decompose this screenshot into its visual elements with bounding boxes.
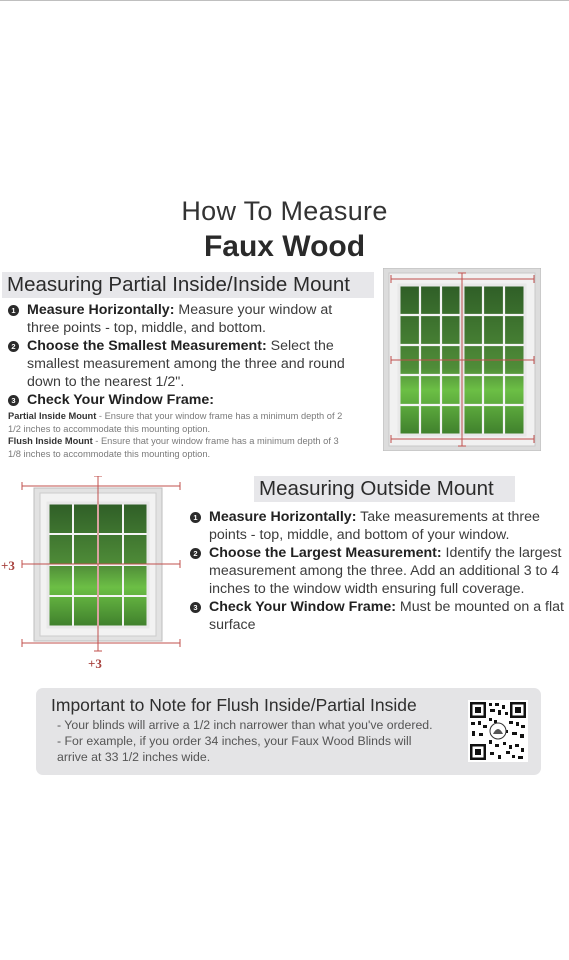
- note-line: - Your blinds will arrive a 1/2 inch narrower than what you've ordered.: [57, 718, 433, 732]
- step-text: Select the smallest measurement among the three and round down to the nearest 1/2".: [27, 338, 345, 390]
- bottom-extension-label: +3: [88, 656, 102, 671]
- step-label: Measure Horizontally:: [209, 509, 357, 525]
- step-number-icon: 3: [190, 602, 201, 613]
- note-line: arrive at 33 1/2 inches wide.: [57, 750, 211, 764]
- step-label: Measure Horizontally:: [27, 302, 175, 318]
- note-line: - For example, if you order 34 inches, your Faux Wood Blinds will: [57, 734, 412, 748]
- step-text: Must be mounted on a flat surface: [209, 599, 564, 633]
- inside-mount-window-image: [383, 268, 541, 451]
- note-title: Important to Note for Flush Inside/Partial Inside: [51, 695, 417, 715]
- inside-mount-heading: Measuring Partial Inside/Inside Mount: [2, 272, 374, 298]
- page-title: How To Measure: [181, 196, 388, 226]
- step-label: Check Your Window Frame:: [27, 392, 214, 408]
- partial-mount-note: [8, 410, 348, 435]
- step-number-icon: 1: [8, 305, 19, 316]
- inside-step-2: [8, 337, 348, 391]
- inside-step-1: [8, 301, 348, 337]
- side-extension-label: +3: [1, 558, 15, 573]
- outside-step-2: [190, 544, 566, 598]
- step-label: Check Your Window Frame:: [209, 599, 396, 615]
- partial-mount-label: Partial Inside Mount: [8, 411, 97, 421]
- flush-mount-note: [8, 435, 348, 460]
- step-text: Measure your window at three points - top, middle, and bottom.: [27, 302, 333, 336]
- step-number-icon: 3: [8, 395, 19, 406]
- product-title: Faux Wood: [203, 230, 366, 263]
- flush-mount-text: - Ensure that your window frame has a minimum depth of 3 1/8 inches to accommodate this mounting option.: [8, 436, 339, 459]
- step-number-icon: 2: [8, 341, 19, 352]
- step-number-icon: 2: [190, 548, 201, 559]
- flush-mount-label: Flush Inside Mount: [8, 436, 93, 446]
- partial-mount-text: - Ensure that your window frame has a minimum depth of 2 1/2 inches to accommodate this mounting option.: [8, 411, 343, 434]
- outside-step-3: [190, 598, 566, 634]
- outside-mount-heading: Measuring Outside Mount: [254, 476, 515, 502]
- step-text: Take measurements at three points - top, middle, and bottom of your window.: [209, 509, 540, 543]
- outside-mount-steps: [190, 508, 566, 634]
- outside-mount-window-image: [20, 476, 185, 673]
- qr-code-icon[interactable]: [468, 700, 528, 762]
- inside-step-3: [8, 391, 348, 460]
- important-note-box: [36, 688, 541, 775]
- top-divider: [0, 0, 569, 1]
- outside-step-1: [190, 508, 566, 544]
- step-number-icon: 1: [190, 512, 201, 523]
- step-label: Choose the Smallest Measurement:: [27, 338, 267, 354]
- step-text: Identify the largest measurement among the three. Add an additional 3 to 4 inches to the window width ensuring full coverage.: [209, 545, 562, 597]
- step-label: Choose the Largest Measurement:: [209, 545, 442, 561]
- inside-mount-steps: [8, 301, 348, 460]
